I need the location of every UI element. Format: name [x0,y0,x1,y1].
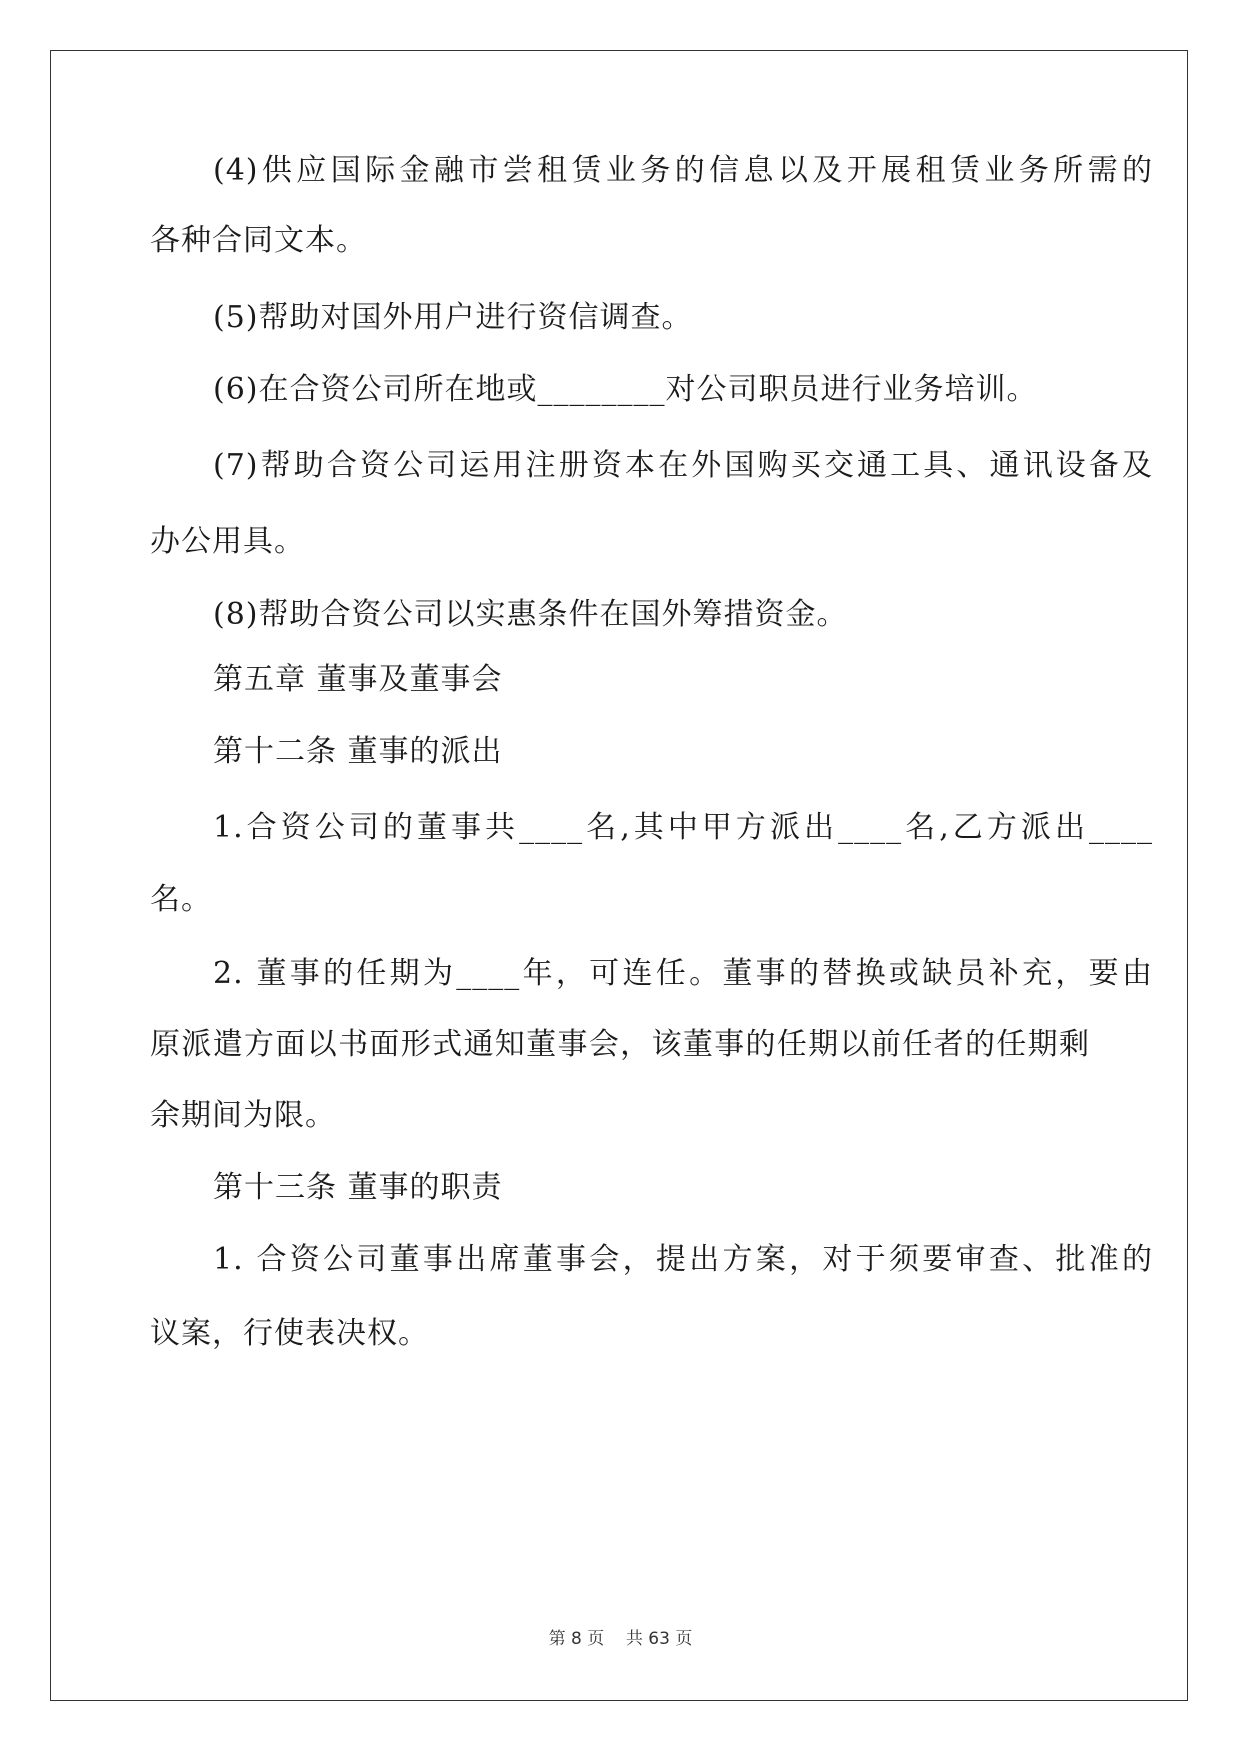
paragraph-line: 1. 合资公司董事出席董事会，提出方案，对于须要审查、批准的 [213,1242,1153,1277]
paragraph-line: 1.合资公司的董事共____名,其中甲方派出____名,乙方派出____ [213,810,1153,845]
paragraph-line: (8)帮助合资公司以实惠条件在国外筹措资金。 [213,597,848,632]
paragraph-line: 名。 [150,882,212,917]
paragraph-line: 各种合同文本。 [150,223,367,258]
article-heading: 第十二条 董事的派出 [213,734,503,769]
paragraph-line: (4)供应国际金融市尝租赁业务的信息以及开展租赁业务所需的 [213,153,1153,188]
paragraph-line: 议案，行使表决权。 [150,1316,429,1351]
paragraph-line: 2. 董事的任期为____年，可连任。董事的替换或缺员补充，要由 [213,956,1153,991]
chapter-heading: 第五章 董事及董事会 [213,662,503,697]
paragraph-line: (7)帮助合资公司运用注册资本在外国购买交通工具、通讯设备及 [213,448,1153,483]
paragraph-line: (5)帮助对国外用户进行资信调查。 [213,300,693,335]
page-footer [0,1627,1241,1651]
paragraph-line: 办公用具。 [150,524,305,559]
article-heading: 第十三条 董事的职责 [213,1170,503,1205]
paragraph-line: 余期间为限。 [150,1098,336,1133]
paragraph-line: 原派遣方面以书面形式通知董事会，该董事的任期以前任者的任期剩 [150,1027,1090,1062]
page-number-label: 第 8 页 共 63 页 [548,1629,693,1649]
paragraph-line: (6)在合资公司所在地或________对公司职员进行业务培训。 [213,372,1038,407]
